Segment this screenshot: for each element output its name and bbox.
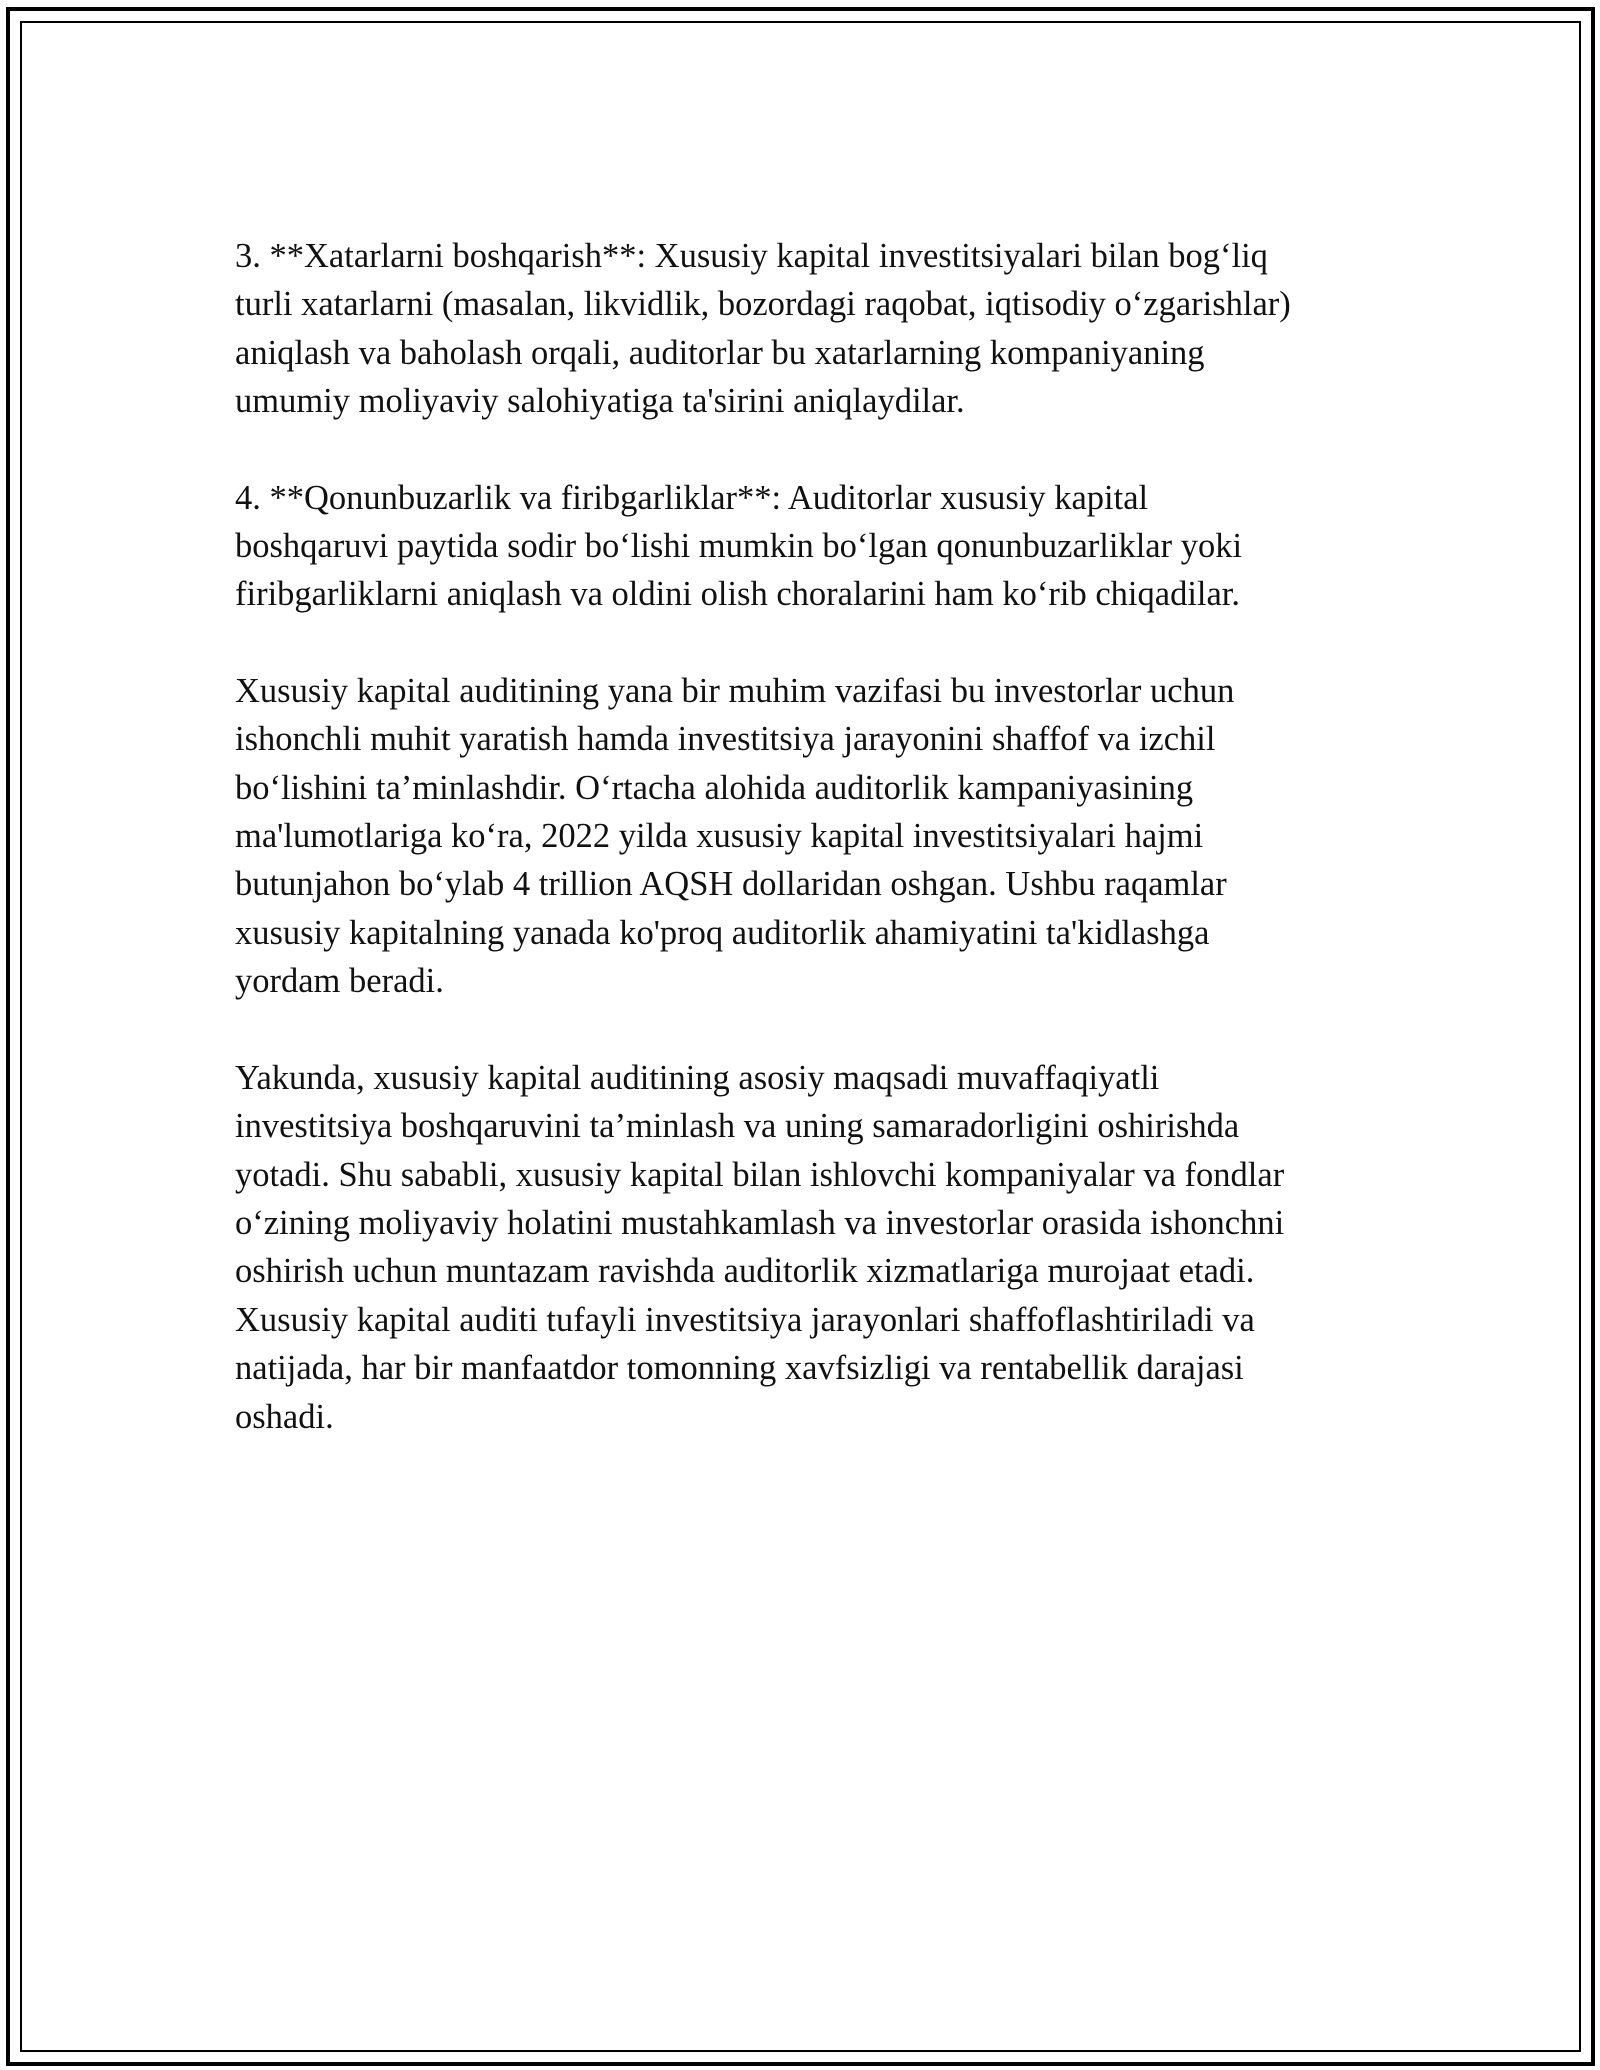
paragraph-risk-management [235, 232, 1385, 426]
text-line: yordam beradi. [235, 962, 444, 1001]
text-line: o‘zining moliyaviy holatini mustahkamlash va investorlar orasida ishonchni [235, 1203, 1285, 1242]
text-line: boshqaruvi paytida sodir bo‘lishi mumkin bo‘lgan qonunbuzarliklar yoki [235, 527, 1243, 566]
text-line: butunjahon bo‘ylab 4 trillion AQSH dollaridan oshgan. Ushbu raqamlar [235, 865, 1227, 904]
text-line: yotadi. Shu sababli, xususiy kapital bilan ishlovchi kompaniyalar va fondlar [235, 1155, 1285, 1194]
text-line: ishonchli muhit yaratish hamda investitsiya jarayonini shaffof va izchil [235, 720, 1216, 759]
text-line: 4. **Qonunbuzarlik va firibgarliklar**: Auditorlar xususiy kapital [235, 478, 1149, 517]
text-line: Yakunda, xususiy kapital auditining asosiy maqsadi muvaffaqiyatli [235, 1058, 1160, 1097]
text-line: oshadi. [235, 1397, 334, 1436]
text-line: oshirish uchun muntazam ravishda auditorlik xizmatlariga murojaat etadi. [235, 1252, 1255, 1291]
paragraph-conclusion [235, 1054, 1385, 1441]
text-line: Xususiy kapital auditining yana bir muhim vazifasi bu investorlar uchun [235, 671, 1235, 710]
text-line: 3. **Xatarlarni boshqarish**: Xususiy kapital investitsiyalari bilan bog‘liq [235, 237, 1268, 275]
text-line: firibgarliklarni aniqlash va oldini olish choralarini ham ko‘rib chiqadilar. [235, 575, 1241, 614]
paragraph-violations-fraud [235, 474, 1385, 619]
text-line: xususiy kapitalning yanada ko'proq auditorlik ahamiyatini ta'kidlashga [235, 913, 1210, 952]
text-line: Xususiy kapital auditi tufayli investitsiya jarayonlari shaffoflashtiriladi va [235, 1300, 1255, 1339]
document-body [235, 232, 1385, 1489]
text-line: investitsiya boshqaruvini ta’minlash va uning samaradorligini oshirishda [235, 1107, 1240, 1146]
text-line: umumiy moliyaviy salohiyatiga ta'sirini aniqlaydilar. [235, 382, 965, 421]
text-line: bo‘lishini ta’minlashdir. O‘rtacha alohida auditorlik kampaniyasining [235, 768, 1194, 807]
text-line: turli xatarlarni (masalan, likvidlik, bozordagi raqobat, iqtisodiy o‘zgarishlar) [235, 285, 1291, 324]
text-line: ma'lumotlariga ko‘ra, 2022 yilda xususiy kapital investitsiyalari hajmi [235, 817, 1204, 856]
paragraph-investor-trust [235, 667, 1385, 1006]
text-line: natijada, har bir manfaatdor tomonning xavfsizligi va rentabellik darajasi [235, 1349, 1244, 1388]
text-line: aniqlash va baholash orqali, auditorlar bu xatarlarning kompaniyaning [235, 333, 1205, 372]
